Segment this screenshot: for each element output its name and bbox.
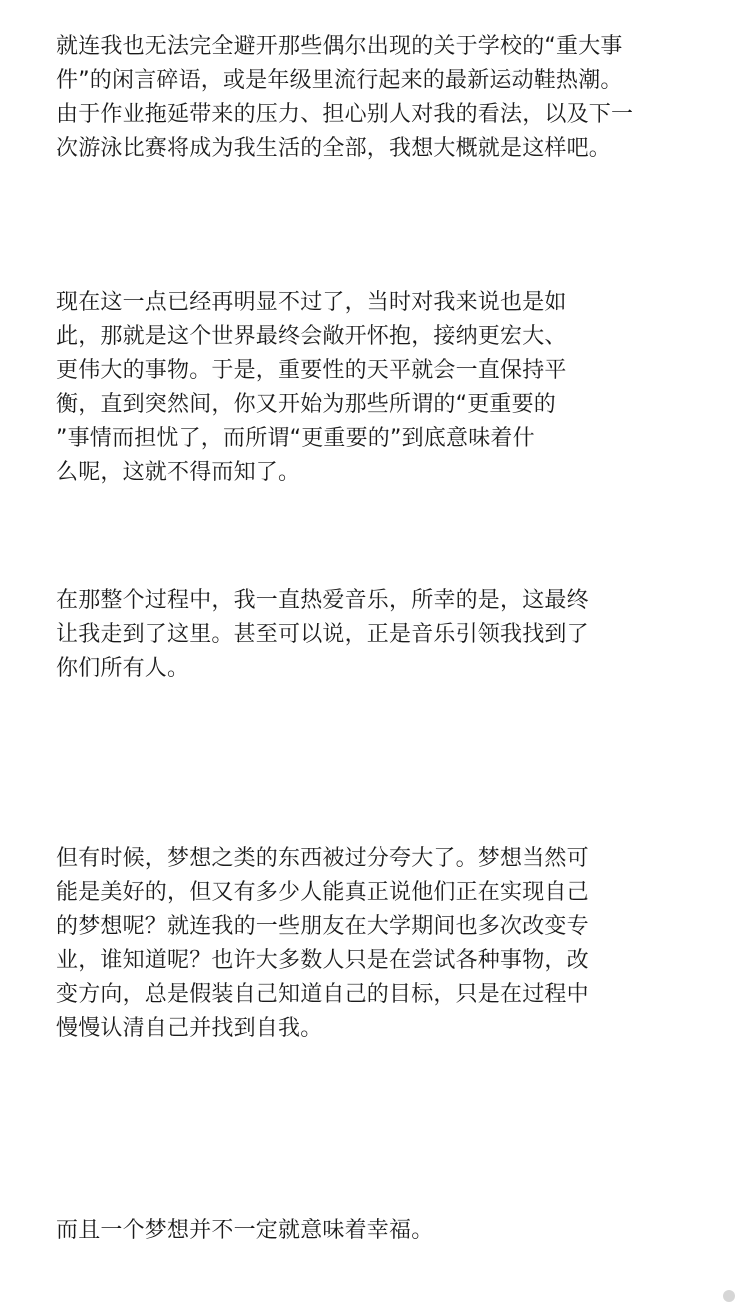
paragraph-5 [56, 1214, 696, 1248]
text-line: 更伟大的事物。于是，重要性的天平就会一直保持平 [56, 358, 567, 383]
text-line: 但有时候，梦想之类的东西被过分夸大了。梦想当然可 [56, 846, 589, 871]
paragraph-1 [56, 30, 696, 166]
text-line: 衡，直到突然间，你又开始为那些所谓的“更重要的 [56, 392, 556, 417]
text-line: 让我走到了这里。甚至可以说，正是音乐引领我找到了 [56, 622, 589, 647]
text-line: 次游泳比赛将成为我生活的全部，我想大概就是这样吧。 [56, 136, 612, 161]
text-line: 现在这一点已经再明显不过了，当时对我来说也是如 [56, 290, 567, 315]
text-line: 变方向，总是假装自己知道自己的目标，只是在过程中 [56, 982, 589, 1007]
text-line: 由于作业拖延带来的压力、担心别人对我的看法，以及下一 [56, 102, 634, 127]
paragraph-2 [56, 286, 696, 490]
text-line: 就连我也无法完全避开那些偶尔出现的关于学校的“重大事 [56, 34, 623, 59]
text-line: 而且一个梦想并不一定就意味着幸福。 [56, 1218, 434, 1243]
text-line: 的梦想呢？就连我的一些朋友在大学期间也多次改变专 [56, 914, 589, 939]
watermark [723, 1290, 735, 1302]
text-line: 么呢，这就不得而知了。 [56, 460, 301, 485]
text-line: 在那整个过程中，我一直热爱音乐，所幸的是，这最终 [56, 588, 589, 613]
watermark-logo-icon [723, 1290, 735, 1302]
text-line: ”事情而担忧了，而所谓“更重要的”到底意味着什 [56, 426, 535, 451]
text-line: 能是美好的，但又有多少人能真正说他们正在实现自己 [56, 880, 589, 905]
paragraph-4 [56, 842, 696, 1046]
text-line: 此，那就是这个世界最终会敞开怀抱，接纳更宏大、 [56, 324, 567, 349]
text-line: 业，谁知道呢？也许大多数人只是在尝试各种事物，改 [56, 948, 589, 973]
text-line: 慢慢认清自己并找到自我。 [56, 1016, 323, 1041]
text-line: 件”的闲言碎语，或是年级里流行起来的最新运动鞋热潮。 [56, 68, 623, 93]
paragraph-3 [56, 584, 696, 686]
text-line: 你们所有人。 [56, 656, 190, 681]
